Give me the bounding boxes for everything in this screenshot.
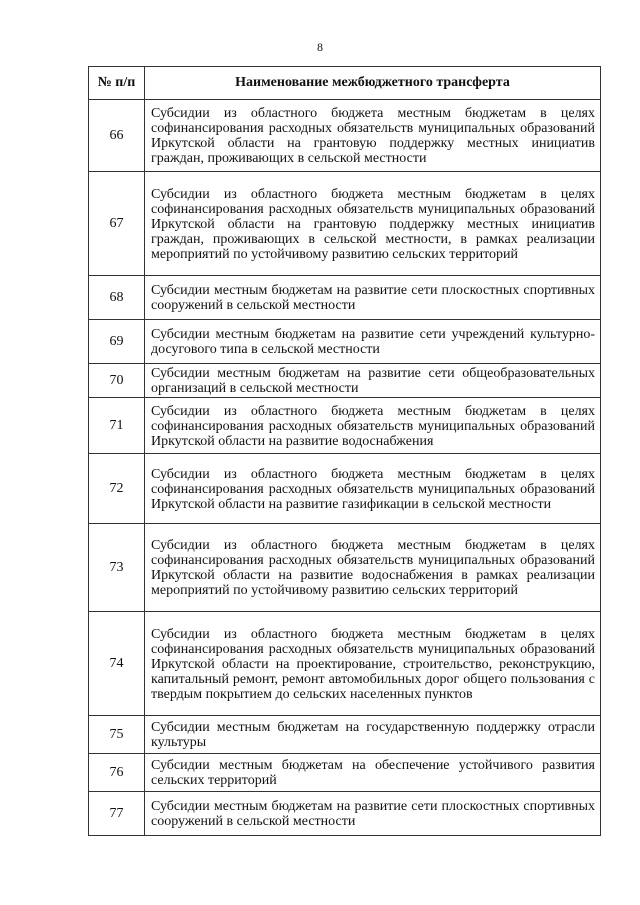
row-number: 77	[89, 792, 145, 836]
table-row	[89, 364, 601, 398]
page-number: 8	[317, 40, 323, 54]
row-number: 67	[89, 172, 145, 276]
table-row	[89, 754, 601, 792]
row-text: Субсидии из областного бюджета местным бюджетам в целях софинансирования расходных обязательств муниципальных образований Иркутской области на проектирование, строительство, реконструкцию, капитальный ремонт, ремонт автомобильных дорог общего пользования с твердым покрытием до сельских населенных пунктов	[145, 612, 601, 716]
table-row	[89, 320, 601, 364]
row-text: Субсидии из областного бюджета местным бюджетам в целях софинансирования расходных обязательств муниципальных образований Иркутской области на развитие водоснабжения в рамках реализации мероприятий по устойчивому развитию сельских территорий	[145, 524, 601, 612]
row-text: Субсидии из областного бюджета местным бюджетам в целях софинансирования расходных обязательств муниципальных образований Иркутской области на грантовую поддержку местных инициатив граждан, проживающих в сельской местности	[145, 100, 601, 172]
row-text: Субсидии из областного бюджета местным бюджетам в целях софинансирования расходных обязательств муниципальных образований Иркутской области на развитие газификации в сельской местности	[145, 454, 601, 524]
row-number: 74	[89, 612, 145, 716]
row-text: Субсидии местным бюджетам на развитие сети плоскостных спортивных сооружений в сельской местности	[145, 792, 601, 836]
row-number: 76	[89, 754, 145, 792]
row-text: Субсидии местным бюджетам на государственную поддержку отрасли культуры	[145, 716, 601, 754]
table-row	[89, 100, 601, 172]
row-number: 68	[89, 276, 145, 320]
row-number: 69	[89, 320, 145, 364]
row-number: 71	[89, 398, 145, 454]
row-number: 72	[89, 454, 145, 524]
table-row	[89, 792, 601, 836]
table-header-row	[89, 67, 601, 100]
table-row	[89, 716, 601, 754]
table-row	[89, 398, 601, 454]
row-number: 70	[89, 364, 145, 398]
table-row	[89, 172, 601, 276]
table-row	[89, 454, 601, 524]
row-text: Субсидии из областного бюджета местным бюджетам в целях софинансирования расходных обязательств муниципальных образований Иркутской области на развитие водоснабжения	[145, 398, 601, 454]
row-text: Субсидии местным бюджетам на развитие сети общеобразовательных организаций в сельской местности	[145, 364, 601, 398]
row-text: Субсидии местным бюджетам на развитие сети учреждений культурно-досугового типа в сельской местности	[145, 320, 601, 364]
row-text: Субсидии местным бюджетам на обеспечение устойчивого развития сельских территорий	[145, 754, 601, 792]
table-row	[89, 524, 601, 612]
row-text: Субсидии местным бюджетам на развитие сети плоскостных спортивных сооружений в сельской местности	[145, 276, 601, 320]
row-number: 73	[89, 524, 145, 612]
transfers-table	[88, 66, 601, 836]
table-row	[89, 612, 601, 716]
table-row	[89, 276, 601, 320]
header-number: № п/п	[89, 67, 145, 100]
row-number: 75	[89, 716, 145, 754]
header-name: Наименование межбюджетного трансферта	[145, 67, 601, 100]
row-text: Субсидии из областного бюджета местным бюджетам в целях софинансирования расходных обязательств муниципальных образований Иркутской области на грантовую поддержку местных инициатив граждан, проживающих в сельской местности, в рамках реализации мероприятий по устойчивому развитию сельских территорий	[145, 172, 601, 276]
row-number: 66	[89, 100, 145, 172]
